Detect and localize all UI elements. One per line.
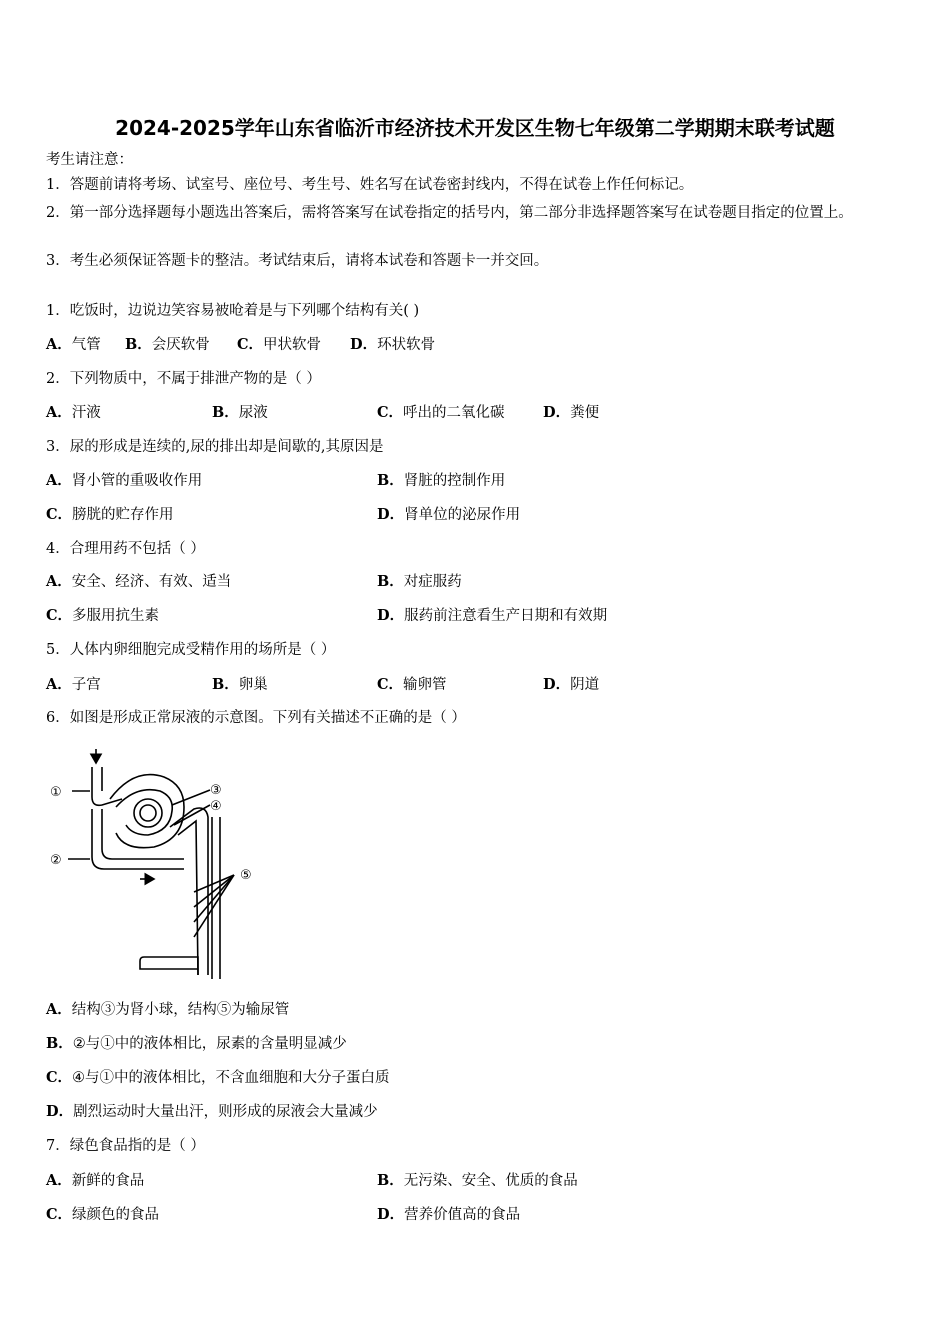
- question-stem: 4．合理用药不包括（ ）: [46, 541, 205, 557]
- option: D．剧烈运动时大量出汗，则形成的尿液会大量减少: [46, 1103, 378, 1120]
- option: A．气管: [46, 336, 101, 353]
- option: A．安全、经济、有效、适当: [46, 573, 232, 590]
- option: D．营养价值高的食品: [377, 1206, 521, 1223]
- option: D．环状软骨: [350, 336, 436, 353]
- figure-label: ③: [210, 783, 222, 798]
- option: D．粪便: [543, 404, 600, 421]
- option: B．对症服药: [377, 573, 462, 590]
- page-title: 2024-2025学年山东省临沂市经济技术开发区生物七年级第二学期期末联考试题: [115, 116, 835, 140]
- option: C．④与①中的液体相比，不含血细胞和大分子蛋白质: [46, 1069, 390, 1086]
- notice-item: 1．答题前请将考场、试室号、座位号、考生号、姓名写在试卷密封线内，不得在试卷上作任何标记。: [46, 177, 694, 193]
- option: A．结构③为肾小球，结构⑤为输尿管: [46, 1001, 290, 1018]
- option: A．新鲜的食品: [46, 1172, 145, 1189]
- notice-header: 考生请注意：: [46, 152, 133, 168]
- option: C．绿颜色的食品: [46, 1206, 160, 1223]
- option: D．阴道: [543, 676, 600, 693]
- option: A．子宫: [46, 676, 101, 693]
- question-stem: 5．人体内卵细胞完成受精作用的场所是（ ）: [46, 642, 336, 658]
- figure-label: ④: [210, 799, 222, 814]
- figure-label: ⑤: [240, 868, 252, 883]
- option: B．卵巢: [212, 676, 268, 693]
- question-stem: 7．绿色食品指的是（ ）: [46, 1138, 205, 1154]
- option: D．肾单位的泌尿作用: [377, 506, 521, 523]
- option: B．无污染、安全、优质的食品: [377, 1172, 578, 1189]
- question-stem: 1．吃饭时，边说边笑容易被呛着是与下列哪个结构有关( ): [46, 303, 420, 319]
- option: C．多服用抗生素: [46, 607, 160, 624]
- figure-label: ①: [50, 785, 62, 800]
- question-stem: 3．尿的形成是连续的,尿的排出却是间歇的,其原因是: [46, 439, 384, 455]
- question-stem: 2．下列物质中，不属于排泄产物的是（ ）: [46, 371, 321, 387]
- option: B．会厌软骨: [125, 336, 210, 353]
- figure-label: ②: [50, 853, 62, 868]
- option: C．输卵管: [377, 676, 447, 693]
- notice-item: 2．第一部分选择题每小题选出答案后，需将答案写在试卷指定的括号内，第二部分非选择题答案写在试卷题目指定的位置上。: [46, 205, 853, 221]
- option: A．汗液: [46, 404, 101, 421]
- notice-item: 3．考生必须保证答题卡的整洁。考试结束后，请将本试卷和答题卡一并交回。: [46, 253, 549, 269]
- question-stem: 6．如图是形成正常尿液的示意图。下列有关描述不正确的是（ ）: [46, 710, 466, 726]
- option: C．甲状软骨: [237, 336, 322, 353]
- option: D．服药前注意看生产日期和有效期: [377, 607, 608, 624]
- option: A．肾小管的重吸收作用: [46, 472, 203, 489]
- option: B．肾脏的控制作用: [377, 472, 506, 489]
- option: B．②与①中的液体相比，尿素的含量明显减少: [46, 1035, 347, 1052]
- option: C．呼出的二氧化碳: [377, 404, 505, 421]
- nephron-diagram: [44, 747, 266, 982]
- option: B．尿液: [212, 404, 268, 421]
- option: C．膀胱的贮存作用: [46, 506, 174, 523]
